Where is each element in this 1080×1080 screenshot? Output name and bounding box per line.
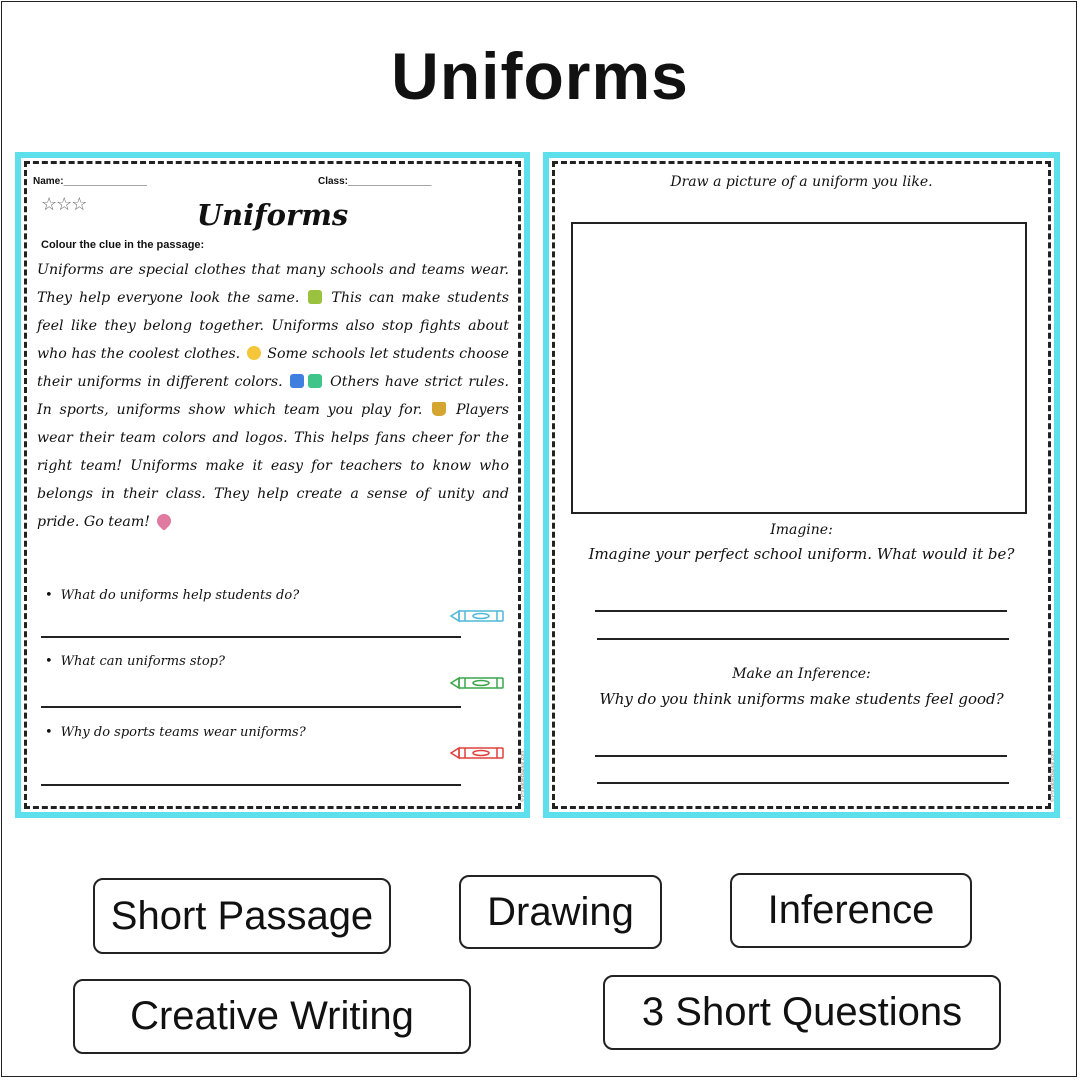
name-field-label: Name:_______________ [33,176,147,187]
tag-inference: Inference [730,873,972,948]
imagine-answer-line-2[interactable] [597,638,1009,640]
instruction-text: Colour the clue in the passage: [41,239,205,251]
imagine-answer-line-1[interactable] [595,610,1007,612]
page-title: Uniforms [391,39,689,113]
reading-passage [37,256,509,536]
passage-text: Uniforms are special clothes that many schools and teams wear. They help everyone look the same. [37,262,509,306]
crayon-icon-green [449,676,507,690]
question-3-text: Why do sports teams wear uniforms? [60,725,306,740]
passage-text: Others have strict rules. In sports, uniforms show which team you play for. [37,374,509,418]
tag-creative-writing: Creative Writing [73,979,471,1054]
class-field-label: Class:_______________ [318,176,432,187]
tag-3-short-questions: 3 Short Questions [603,975,1001,1050]
passage-text: Players wear their team colors and logos. This helps fans cheer for the right team! Uniforms make it easy for teachers to know who belongs in their class. They help create a sense of unity and pride. Go team! [37,402,509,530]
worksheet-title: Uniforms [196,198,349,232]
question-3: • Why do sports teams wear uniforms? [45,725,306,740]
rocket-icon[interactable] [154,511,174,531]
worksheet-passage [15,152,530,818]
crayon-icon-blue [449,609,507,623]
credit-text: © PrintableBazaar.com [1050,750,1056,802]
question-1-text: What do uniforms help students do? [60,588,300,603]
tag-drawing: Drawing [459,875,662,949]
smile-icon[interactable] [247,346,261,360]
passage-text: This can make students feel like they belong together. Uniforms also stop fights about who has the coolest clothes. [37,290,509,362]
green-square-icon[interactable] [308,374,322,388]
answer-line-2[interactable] [41,706,461,708]
rating-stars: ☆☆☆ [41,194,87,214]
imagine-question: Imagine your perfect school uniform. What would it be? [588,545,1015,563]
answer-line-3[interactable] [41,784,461,786]
shirt-icon[interactable] [308,290,322,304]
draw-prompt: Draw a picture of a uniform you like. [670,174,933,190]
inference-heading: Make an Inference: [732,666,871,682]
worksheet-drawing [543,152,1060,818]
inference-question: Why do you think uniforms make students feel good? [599,690,1004,708]
inference-answer-line-2[interactable] [597,782,1009,784]
question-2-text: What can uniforms stop? [60,654,225,669]
trophy-icon[interactable] [432,402,446,416]
answer-line-1[interactable] [41,636,461,638]
passage-text: Some schools let students choose their uniforms in different colors. [37,346,510,390]
blue-square-icon[interactable] [290,374,304,388]
crayon-icon-red [449,746,507,760]
drawing-box[interactable] [571,222,1027,514]
imagine-heading: Imagine: [770,522,833,538]
tag-short-passage: Short Passage [93,878,391,954]
question-1: • What do uniforms help students do? [45,588,300,603]
credit-text: © PrintableBazaar.com [520,750,526,802]
inference-answer-line-1[interactable] [595,755,1007,757]
question-2: • What can uniforms stop? [45,654,225,669]
